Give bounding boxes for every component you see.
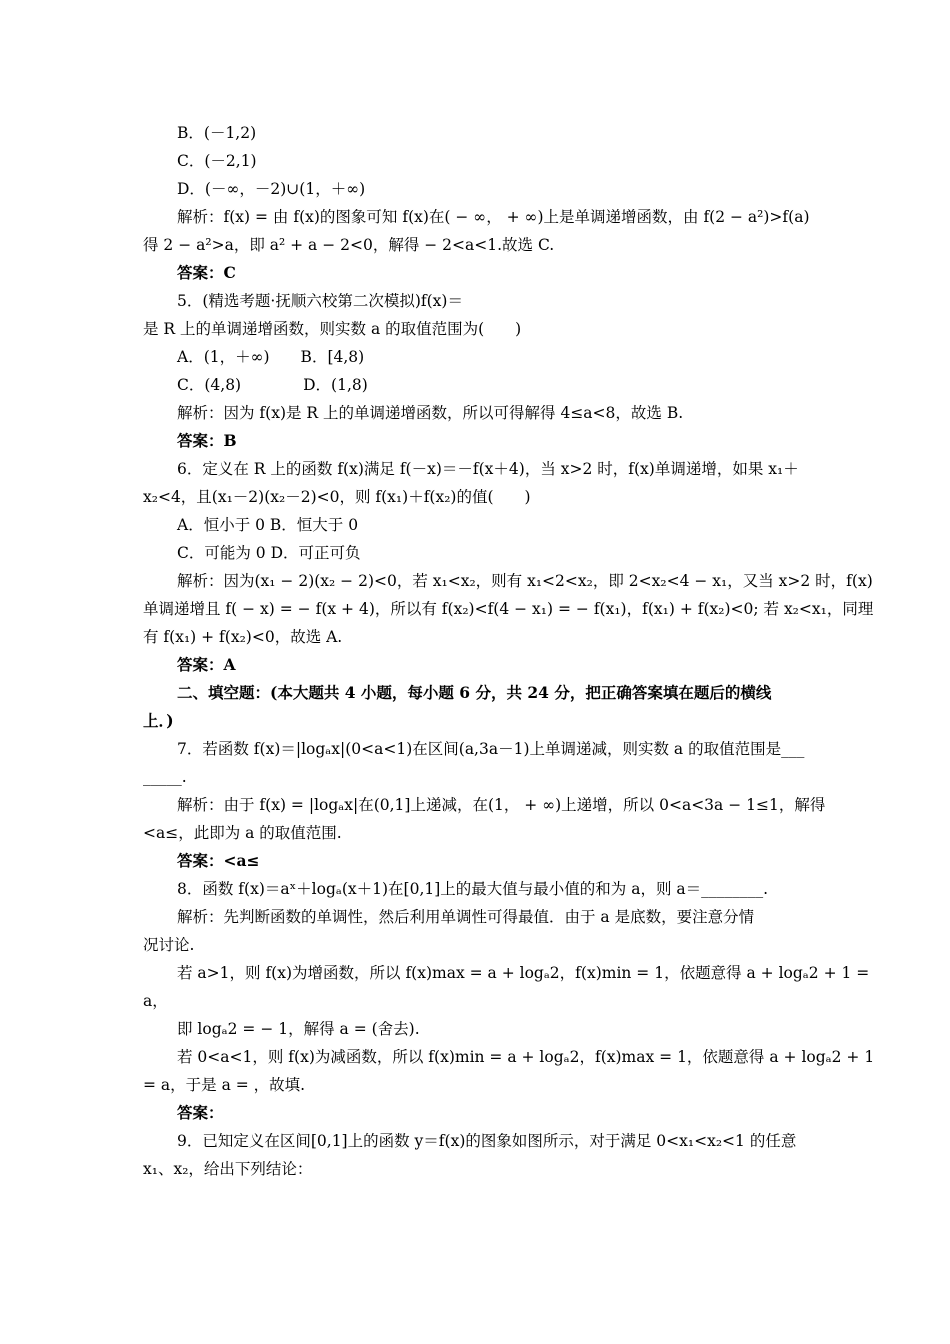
solution-text: 解析：f(x) = 由 f(x)的图象可知 f(x)在( − ∞， + ∞)上是单调递增函数，由 f(2 − a²)>f(a) (177, 208, 810, 226)
solution-text: = a，于是 a = ，故填. (143, 1076, 306, 1094)
solution-text: 若 a>1，则 f(x)为增函数，所以 f(x)max = a + logₐ2，f(x)min = 1，依题意得 a + logₐ2 + 1 = (177, 964, 870, 982)
question-7: 7．若函数 f(x)＝|logₐx|(0<a<1)在区间(a,3a－1)上单调递减，则实数 a 的取值范围是___ (177, 740, 805, 758)
options-row: C．(4,8) D．(1,8) (177, 376, 368, 394)
section-heading: 二、填空题：(本大题共 4 小题，每小题 6 分，共 24 分，把正确答案填在题后的横线 (177, 683, 772, 702)
solution-text: 解析：先判断函数的单调性，然后利用单调性可得最值．由于 a 是底数，要注意分情 (177, 908, 755, 926)
solution-text: 得 2 − a²>a，即 a² + a − 2<0，解得 − 2<a<1.故选 C. (143, 236, 555, 254)
section-heading: 上．) (143, 711, 174, 730)
question-8: 8．函数 f(x)＝aˣ＋logₐ(x＋1)在[0,1]上的最大值与最小值的和为 a，则 a＝________. (177, 880, 769, 898)
solution-text: <a≤，此即为 a 的取值范围. (143, 824, 342, 842)
question-text: _____. (143, 768, 187, 786)
answer-line: 答案：C (177, 263, 236, 282)
answer-line: 答案：<a≤ (177, 851, 260, 870)
solution-text: 若 0<a<1，则 f(x)为减函数，所以 f(x)min = a + logₐ2，f(x)max = 1，依题意得 a + logₐ2 + 1 (177, 1048, 875, 1066)
answer-line: 答案：B (177, 431, 237, 450)
options-row: A．(1，＋∞) B．[4,8) (177, 348, 365, 366)
answer-line: 答案：A (177, 655, 236, 674)
solution-text: 解析：因为(x₁ − 2)(x₂ − 2)<0，若 x₁<x₂，则有 x₁<2<x₂，即 2<x₂<4 − x₁，又当 x>2 时，f(x) (177, 572, 873, 590)
question-text: 是 R 上的单调递增函数，则实数 a 的取值范围为( ) (143, 320, 522, 338)
solution-text: a， (143, 992, 168, 1010)
options-row: A．恒小于 0 B．恒大于 0 (177, 516, 359, 534)
solution-text: 即 logₐ2 = − 1，解得 a = (舍去). (177, 1020, 420, 1038)
answer-line: 答案： (177, 1103, 224, 1122)
option-b: B．(－1,2) (177, 124, 257, 142)
solution-text: 解析：由于 f(x) = |logₐx|在(0,1]上递减，在(1， + ∞)上递增，所以 0<a<3a − 1≤1，解得 (177, 796, 826, 814)
option-c: C．(－2,1) (177, 152, 257, 170)
solution-text: 单调递增且 f( − x) = − f(x + 4)，所以有 f(x₂)<f(4 − x₁) = − f(x₁)，f(x₁) + f(x₂)<0; 若 x₂<x₁，同理 (143, 600, 874, 618)
solution-text: 况讨论. (143, 936, 195, 954)
options-row: C．可能为 0 D．可正可负 (177, 544, 361, 562)
question-5: 5．(精选考题·抚顺六校第二次模拟)f(x)＝ (177, 292, 463, 310)
question-text: x₂<4，且(x₁－2)(x₂－2)<0，则 f(x₁)＋f(x₂)的值( ) (143, 488, 531, 506)
solution-text: 解析：因为 f(x)是 R 上的单调递增函数，所以可得解得 4≤a<8，故选 B. (177, 404, 684, 422)
question-9: 9．已知定义在区间[0,1]上的函数 y＝f(x)的图象如图所示，对于满足 0<x₁<x₂<1 的任意 (177, 1132, 797, 1150)
question-text: x₁、x₂，给出下列结论： (143, 1160, 313, 1178)
option-d: D．(－∞，－2)∪(1，＋∞) (177, 180, 366, 198)
question-6: 6．定义在 R 上的函数 f(x)满足 f(－x)＝－f(x＋4)，当 x>2 时，f(x)单调递增，如果 x₁＋ (177, 460, 799, 478)
solution-text: 有 f(x₁) + f(x₂)<0，故选 A. (143, 628, 343, 646)
